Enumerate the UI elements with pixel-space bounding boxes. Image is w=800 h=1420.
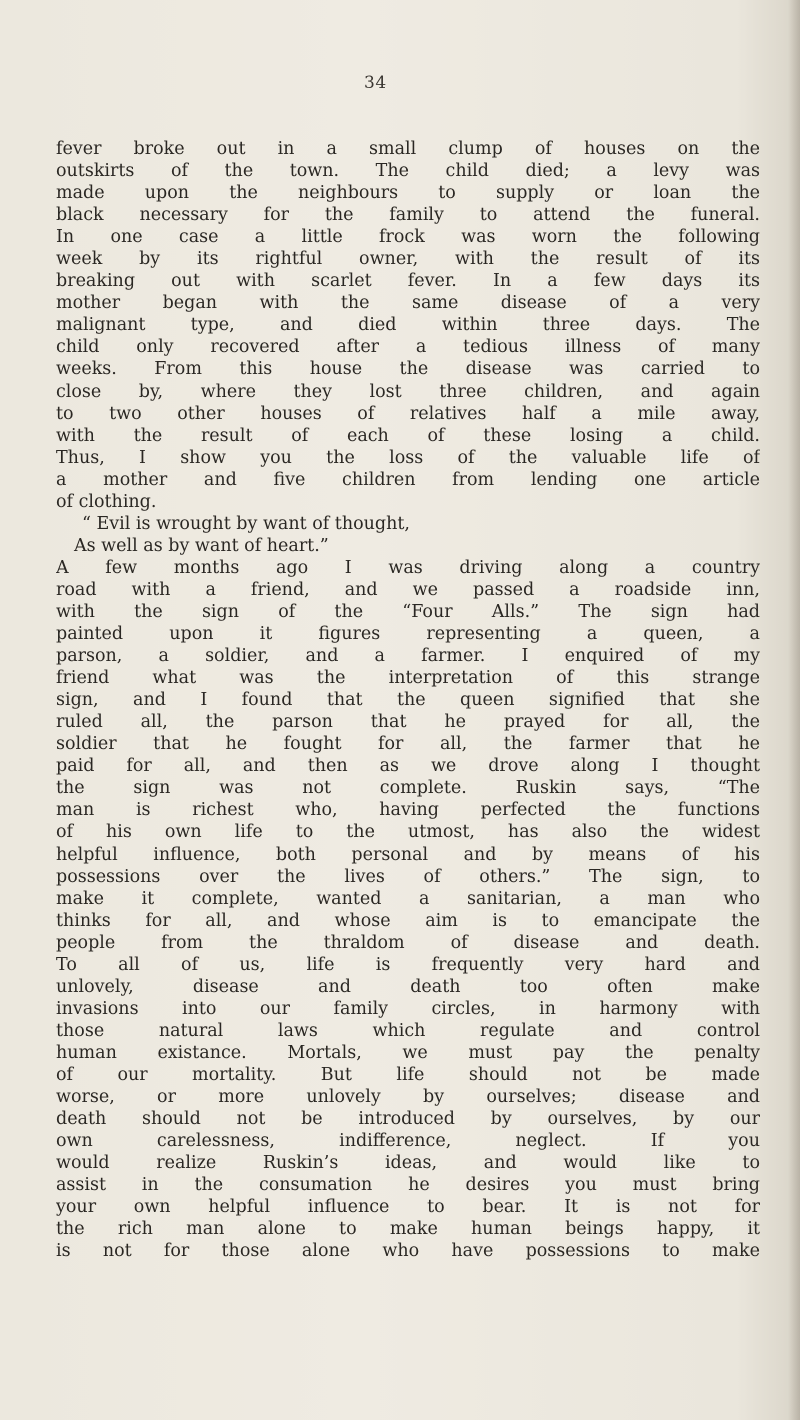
text-line: worse, or more unlovely by ourselves; disease and [56, 1087, 760, 1108]
text-line: invasions into our family circles, in harmony with [56, 998, 760, 1019]
text-line: weeks. From this house the disease was carried to [56, 359, 760, 380]
text-line: outskirts of the town. The child died; a levy was [56, 161, 760, 182]
text-line: possessions over the lives of others.” The sign, to [56, 866, 760, 887]
text-line: a mother and five children from lending one article [56, 469, 760, 490]
text-line: your own helpful influence to bear. It is not for [56, 1197, 760, 1218]
text-line: close by, where they lost three children, and again [56, 381, 760, 402]
text-line: the sign was not complete. Ruskin says, “The [56, 778, 760, 799]
quote-line: “ Evil is wrought by want of thought, [82, 513, 410, 534]
page-number: 34 [364, 73, 387, 93]
text-line: breaking out with scarlet fever. In a few days its [56, 271, 760, 292]
text-line: of his own life to the utmost, has also the widest [56, 822, 760, 843]
text-line: To all of us, life is frequently very hard and [56, 954, 760, 975]
text-line: to two other houses of relatives half a mile away, [56, 403, 760, 424]
text-line: the rich man alone to make human beings happy, it [56, 1219, 760, 1240]
text-line: Thus, I show you the loss of the valuable life of [56, 447, 760, 468]
text-line: make it complete, wanted a sanitarian, a man who [56, 888, 760, 909]
text-line: of our mortality. But life should not be made [56, 1064, 760, 1085]
text-line: death should not be introduced by ourselves, by our [56, 1109, 760, 1130]
quote-line: As well as by want of heart.” [74, 535, 329, 556]
text-line: assist in the consumation he desires you must bring [56, 1175, 760, 1196]
text-line: human existance. Mortals, we must pay the penalty [56, 1042, 760, 1063]
text-line: soldier that he fought for all, the farmer that he [56, 734, 760, 755]
text-line: In one case a little frock was worn the following [56, 227, 760, 248]
text-line: with the sign of the “Four Alls.” The sign had [56, 601, 760, 622]
text-line: of clothing. [56, 491, 157, 512]
text-line: painted upon it figures representing a queen, a [56, 624, 760, 645]
text-line: with the result of each of these losing a child. [56, 425, 760, 446]
text-line: man is richest who, having perfected the functions [56, 800, 760, 821]
text-line: people from the thraldom of disease and death. [56, 932, 760, 953]
text-line: ruled all, the parson that he prayed for all, the [56, 712, 760, 733]
text-line: friend what was the interpretation of this strange [56, 668, 760, 689]
text-line: parson, a soldier, and a farmer. I enquired of my [56, 646, 760, 667]
text-line: unlovely, disease and death too often make [56, 976, 760, 997]
body-text [56, 138, 760, 1262]
page-edge-shadow [788, 0, 800, 1420]
text-line: those natural laws which regulate and control [56, 1020, 760, 1041]
text-line: own carelessness, indifference, neglect. If you [56, 1131, 760, 1152]
text-line: A few months ago I was driving along a country [56, 557, 760, 578]
text-line: fever broke out in a small clump of houses on the [56, 139, 760, 159]
text-line: paid for all, and then as we drove along I thought [56, 756, 760, 777]
text-line: made upon the neighbours to supply or loan the [56, 183, 760, 204]
text-line: is not for those alone who have possessions to make [56, 1241, 760, 1262]
text-line: week by its rightful owner, with the result of its [56, 249, 760, 270]
text-line: road with a friend, and we passed a roadside inn, [56, 579, 760, 600]
text-line: would realize Ruskin’s ideas, and would like to [56, 1153, 760, 1174]
text-line: child only recovered after a tedious illness of many [56, 337, 760, 358]
text-line: thinks for all, and whose aim is to emancipate the [56, 910, 760, 931]
text-line: mother began with the same disease of a very [56, 293, 760, 314]
text-line: helpful influence, both personal and by means of his [56, 844, 760, 865]
text-line: malignant type, and died within three days. The [56, 315, 760, 336]
text-line: black necessary for the family to attend the funeral. [56, 205, 760, 226]
text-line: sign, and I found that the queen signified that she [56, 690, 760, 711]
